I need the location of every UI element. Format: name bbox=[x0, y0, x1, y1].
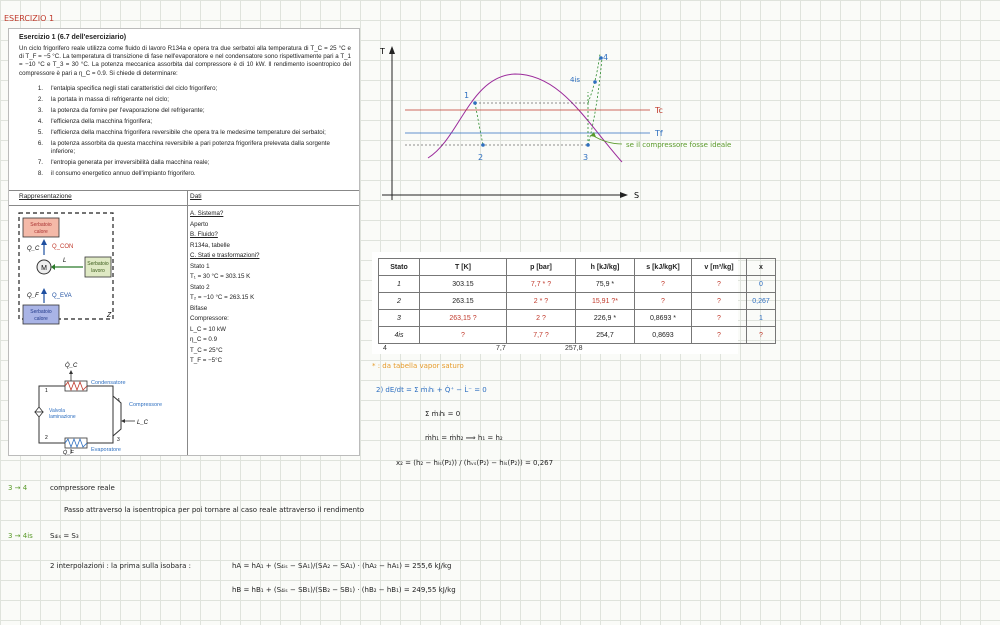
question-item bbox=[19, 159, 351, 167]
step-34-label: 3 → 4 bbox=[8, 484, 28, 492]
qc-label: Q_C bbox=[27, 246, 40, 252]
question-number: 5. bbox=[37, 129, 43, 136]
table-cell: 303.15 bbox=[420, 276, 507, 293]
table-cell: 0,8693 * bbox=[635, 310, 692, 327]
table-cell: 7,7 ? bbox=[507, 327, 576, 344]
table-cell: 4is bbox=[379, 327, 420, 344]
dati-line: A. Sistema? bbox=[190, 210, 224, 217]
energy-equation: 2) dE/dt = Σ ṁᵢhᵢ + Q̇⁺ − L̇⁻ = 0 bbox=[376, 386, 487, 394]
table-cell: ? bbox=[420, 327, 507, 344]
table-cell: 263,15 ? bbox=[420, 310, 507, 327]
quality-x2-equation: x₂ = (h₂ − hₗₛ(P₂)) / (hᵥₛ(P₂) − hₗₛ(P₂)) = 0,267 bbox=[396, 459, 554, 467]
exercise-panel bbox=[8, 28, 360, 456]
table-cell: ? bbox=[635, 293, 692, 310]
exercise-intro: Un ciclo frigorifero reale utilizza come fluido di lavoro R134a e opera tra due serbatoi alla temperatura di T_C = 25 °C e di T_F = −5 °C. La temperatura di transizione di fase nell'evaporatore e nel condensatore sono rispettivamente pari a T_1 = −10 °C e T_3 = 30 °C. La potenza meccanica assorbita dal compressore è di 10 kW. Il rendimento isoentropico del compressore è pari a η_C = 0.9. Si chiede di determinare: bbox=[19, 45, 351, 77]
interpolation-label: 2 interpolazioni : la prima sulla isobara : bbox=[50, 562, 191, 570]
table-cell: ? bbox=[692, 310, 747, 327]
question-item bbox=[19, 170, 351, 178]
valvola-l1: Valvola bbox=[49, 408, 66, 414]
hot-res-l2: calore bbox=[34, 229, 48, 235]
question-text: l'efficienza della macchina frigorifera; bbox=[51, 118, 153, 125]
table-header-cell: x bbox=[747, 259, 776, 276]
arrow-left-icon bbox=[121, 419, 125, 423]
dati-line: Bifase bbox=[190, 304, 208, 312]
rappresentazione-header: Rappresentazione bbox=[19, 193, 72, 200]
table-cell: 0 bbox=[747, 276, 776, 293]
dati-line: L_C = 10 kW bbox=[190, 325, 226, 333]
step-34is-text: S₄ᵢₛ = S₃ bbox=[50, 532, 79, 540]
table-cell: 0,8693 bbox=[635, 327, 692, 344]
compressore-label: Compressore bbox=[129, 402, 163, 408]
table-header-cell: s [kJ/kgK] bbox=[635, 259, 692, 276]
table-cell: 0,267 bbox=[747, 293, 776, 310]
question-item bbox=[19, 118, 351, 126]
point-3: 3 bbox=[117, 437, 120, 443]
table-cell: ? bbox=[747, 327, 776, 344]
dati-line: η_C = 0.9 bbox=[190, 336, 218, 343]
valve-icon bbox=[35, 407, 43, 412]
question-number: 6. bbox=[37, 140, 43, 147]
question-text: il consumo energetico annuo dell'impianto frigorifero. bbox=[51, 170, 196, 177]
table-cell: 7,7 * ? bbox=[507, 276, 576, 293]
valvola-l2: laminazione bbox=[49, 414, 76, 420]
dati-line: B. Fluido? bbox=[190, 231, 218, 238]
mass-balance-equation: ṁh₁ = ṁh₂ ⟹ h₁ = h₂ bbox=[425, 434, 503, 442]
exercise-title: Esercizio 1 (6.7 dell'eserciziario) bbox=[19, 34, 127, 41]
dati-line: Aperto bbox=[190, 220, 209, 228]
dati-line: T₁ = 30 °C = 303.15 K bbox=[190, 273, 251, 280]
table-cell: 75,9 * bbox=[576, 276, 635, 293]
interpolation-1: hA = hA₁ + (S₄ᵢₛ − SA₁)/(SA₂ − SA₁) · (hA₂ − hA₁) = 255,6 kJ/kg bbox=[232, 562, 452, 570]
cold-res-l2: calore bbox=[34, 316, 48, 322]
question-text: l'entropia generata per irreversibilità dalla macchina reale; bbox=[51, 159, 210, 166]
row4-h: 257,8 bbox=[565, 345, 583, 352]
dati-line: T_C = 25°C bbox=[190, 346, 223, 354]
tf-label: Tf bbox=[655, 129, 663, 138]
step-34-text: compressore reale bbox=[50, 484, 115, 492]
table-cell: ? bbox=[635, 276, 692, 293]
question-number: 2. bbox=[37, 96, 43, 103]
table-cell: 1 bbox=[379, 276, 420, 293]
row4-p: 7,7 bbox=[496, 345, 506, 352]
question-item bbox=[19, 140, 351, 156]
qf-label: Q_F bbox=[27, 293, 39, 299]
system-diagram bbox=[9, 207, 187, 455]
table-header-cell: h [kJ/kg] bbox=[576, 259, 635, 276]
question-text: la potenza da fornire per l'evaporazione del refrigerante; bbox=[51, 107, 205, 114]
table-cell: 226,9 * bbox=[576, 310, 635, 327]
question-item bbox=[19, 96, 351, 104]
dati-line: C. Stati e trasformazioni? bbox=[190, 252, 260, 259]
arrow-up-icon bbox=[41, 239, 47, 245]
qf-dot-label: Q̇_F bbox=[63, 450, 74, 455]
qc-dot-label: Q̇_C bbox=[65, 363, 78, 369]
t-axis-arrow-icon bbox=[389, 46, 395, 54]
interpolation-2: hB = hB₁ + (S₄ᵢₛ − SB₁)/(SB₂ − SB₁) · (hB₂ − hB₁) = 249,55 kJ/kg bbox=[232, 586, 456, 594]
dati-line: R134a, tabelle bbox=[190, 241, 230, 249]
ideal-compressor-note: se il compressore fosse ideale bbox=[626, 141, 732, 149]
l-label: L bbox=[63, 258, 67, 264]
arrow-up-icon bbox=[69, 370, 73, 374]
qcon-label: Q_CON bbox=[52, 244, 74, 250]
qeva-label: Q_EVA bbox=[52, 293, 72, 299]
dati-line: Compressore: bbox=[190, 315, 229, 322]
table-header-cell: v [m³/kg] bbox=[692, 259, 747, 276]
table-cell: ? bbox=[692, 276, 747, 293]
evaporatore-label: Evaporatore bbox=[91, 447, 121, 453]
step-34is-label: 3 → 4is bbox=[8, 532, 33, 540]
tc-label: Tc bbox=[655, 106, 663, 115]
work-reservoir-box bbox=[85, 257, 111, 277]
column-divider bbox=[187, 190, 188, 455]
ts-diagram bbox=[370, 40, 770, 210]
question-item bbox=[19, 107, 351, 115]
sum-equation: Σ ṁᵢhᵢ = 0 bbox=[425, 410, 461, 418]
table-row bbox=[379, 327, 776, 344]
compressor-shape bbox=[113, 396, 121, 436]
t-axis-label: T bbox=[380, 47, 385, 56]
question-item bbox=[19, 85, 351, 93]
question-text: la potenza assorbita da questa macchina reversibile a pari potenza frigorifera prelevata dalla sorgente inferiore; bbox=[51, 140, 330, 155]
question-item bbox=[19, 129, 351, 137]
table-cell: 254,7 bbox=[576, 327, 635, 344]
dati-list bbox=[190, 209, 259, 367]
question-number: 3. bbox=[37, 107, 43, 114]
question-list bbox=[19, 85, 351, 181]
table-row bbox=[379, 276, 776, 293]
graph-point-1: 1 bbox=[464, 91, 470, 100]
dati-line: T_F = −5°C bbox=[190, 357, 223, 364]
table-header-row bbox=[9, 190, 359, 206]
table-cell: 2 bbox=[379, 293, 420, 310]
dati-line: Stato 1 bbox=[190, 262, 210, 270]
graph-point-2: 2 bbox=[478, 153, 484, 162]
table-cell: ? bbox=[692, 293, 747, 310]
question-number: 7. bbox=[37, 159, 43, 166]
question-text: la portata in massa di refrigerante nel ciclo; bbox=[51, 96, 169, 103]
dati-line: T₂ = −10 °C = 263.15 K bbox=[190, 294, 255, 301]
state-table bbox=[378, 258, 776, 344]
work-res-l2: lavoro bbox=[91, 268, 105, 274]
dati-line: Stato 2 bbox=[190, 283, 210, 291]
graph-point-4is: 4is bbox=[570, 76, 581, 84]
table-header-cell: p [bar] bbox=[507, 259, 576, 276]
point-1: 1 bbox=[45, 388, 48, 394]
step-34-detail: Passo attraverso la isoentropica per poi tornare al caso reale attraverso il rendimento bbox=[64, 506, 365, 514]
question-text: l'entalpia specifica negli stati caratteristici del ciclo frigorifero; bbox=[51, 85, 218, 92]
table-cell: 3 bbox=[379, 310, 420, 327]
row4-state: 4 bbox=[383, 345, 387, 352]
condensatore-label: Condensatore bbox=[91, 380, 126, 386]
s-axis-arrow-icon bbox=[620, 192, 628, 198]
page-heading: ESERCIZIO 1 bbox=[4, 14, 55, 23]
arrow-left-icon bbox=[51, 264, 55, 270]
table-header-cell: Stato bbox=[379, 259, 420, 276]
question-number: 1. bbox=[37, 85, 43, 92]
table-row bbox=[379, 310, 776, 327]
table-row bbox=[379, 293, 776, 310]
table-header-cell: T [K] bbox=[420, 259, 507, 276]
table-footnote: * : da tabella vapor saturo bbox=[372, 362, 464, 370]
point-2: 2 bbox=[45, 435, 48, 441]
lc-label: L_C bbox=[137, 420, 149, 426]
graph-point-4: 4 bbox=[603, 53, 609, 62]
table-cell: 263.15 bbox=[420, 293, 507, 310]
table-cell: 2 * ? bbox=[507, 293, 576, 310]
table-cell: 15,91 ?* bbox=[576, 293, 635, 310]
motor-label: M bbox=[41, 265, 47, 272]
table-cell: 1 bbox=[747, 310, 776, 327]
arrow-up-icon bbox=[41, 288, 47, 294]
table-cell: 2 ? bbox=[507, 310, 576, 327]
table-cell: ? bbox=[692, 327, 747, 344]
dati-header: Dati bbox=[190, 193, 202, 200]
graph-point-3: 3 bbox=[583, 153, 589, 162]
question-number: 8. bbox=[37, 170, 43, 177]
hot-res-l1: Serbatoio bbox=[30, 222, 52, 228]
cold-res-l1: Serbatoio bbox=[30, 309, 52, 315]
question-text: l'efficienza della macchina frigorifera reversibile che opera tra le medesime temperature dei serbatoi; bbox=[51, 129, 326, 136]
work-res-l1: Serbatoio bbox=[87, 261, 109, 267]
s-axis-label: S bbox=[634, 191, 640, 200]
z-label: Z bbox=[107, 312, 112, 319]
question-number: 4. bbox=[37, 118, 43, 125]
